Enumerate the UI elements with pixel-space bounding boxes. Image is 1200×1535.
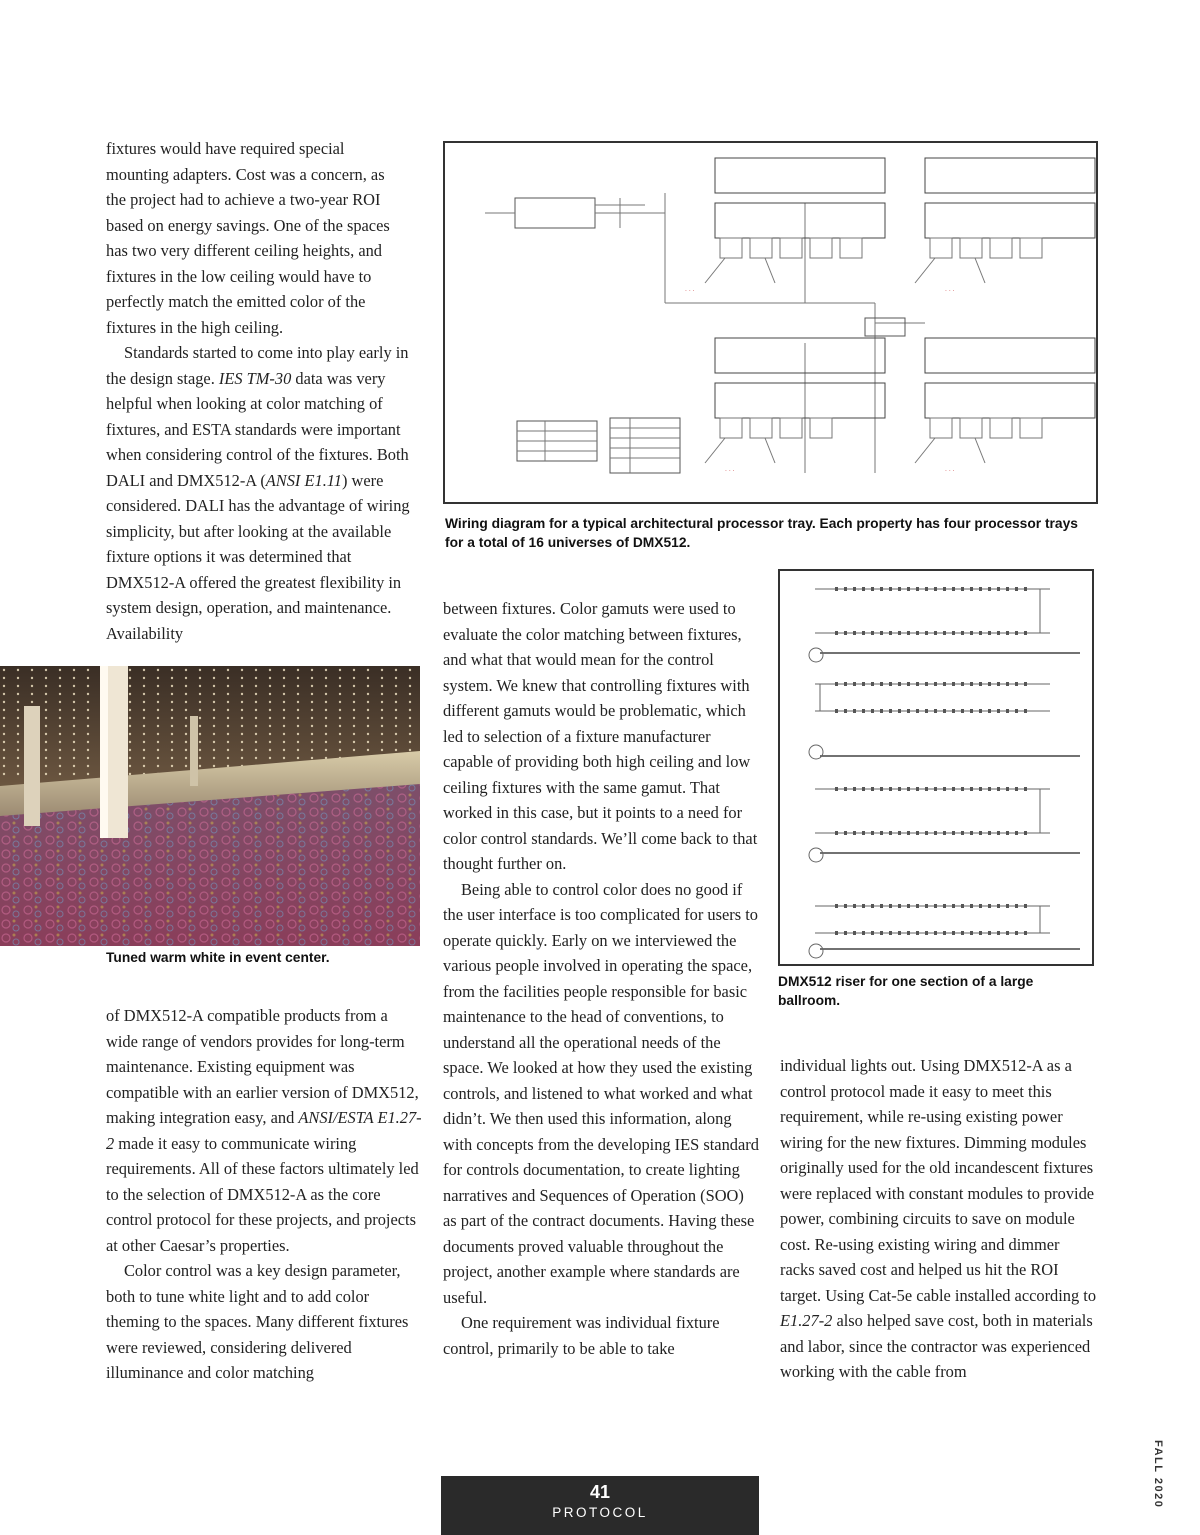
riser-caption: DMX512 riser for one section of a large ballroom. [778,974,1034,1008]
standard-reference: ANSI/ESTA E1.27-2 [106,1108,422,1153]
issue-label [1150,1440,1170,1510]
column1-bottom [106,1003,422,1386]
paragraph: Standards started to come into play early in the design stage. IES TM-30 data was very helpful when looking at color matching of fixtures, and ESTA standards were important when considering control of the fixtures. Both DALI and DMX512-A (ANSI E1.11) were considered. DALI has the advantage of wiring simplicity, but after looking at the available fixture options it was determined that DMX512-A offered the greatest flexibility in system design, operation, and maintenance. Availability [106,343,410,643]
issue-text: FALL 2020 [1152,1440,1164,1509]
photo-caption: Tuned warm white in event center. [106,950,330,965]
standard-reference: E1.27-2 [780,1311,833,1330]
column3 [780,1053,1098,1385]
paragraph: between fixtures. Color gamuts were used to evaluate the color matching between fixtures, and what that would mean for the control system. We knew that controlling fixtures with different gamuts would be problematic, which led to selection of a fixture manufacturer capable of providing both high ceiling and low ceiling fixtures with the same gamut. That worked in this case, but it points to a need for color control standards. We’ll come back to that thought further on. [443,599,758,873]
paragraph: of DMX512-A compatible products from a wide range of vendors provides for long-term maintenance. Existing equipment was compatible with an earlier version of DMX512, making integration easy, and ANSI/ESTA E1.27-2 made it easy to communicate wiring requirements. All of these factors ultimately led to the selection of DMX512-A as the core control protocol for these projects, and projects at other Caesar’s properties. [106,1006,422,1255]
paragraph: One requirement was individual fixture control, primarily to be able to take [443,1313,720,1358]
page-number: 41 [589,1482,611,1502]
event-center-photo [0,666,420,946]
paragraph: Being able to control color does no good if the user interface is too complicated for users to operate quickly. Early on we interviewed the various people involved in operating the space, from the facilities people responsible for basic maintenance to the head of conventions, to understand all the operational needs of the space. We looked at how they used the existing controls, and listened to what worked and what didn’t. We then used this information, along with concepts from the developing IES standard for controls documentation, to create lighting narratives and Sequences of Operation (SOO) as part of the contract documents. Having these documents proved valuable throughout the project, another example where standards are useful. [443,879,759,1307]
paragraph: individual lights out. Using DMX512-A as a control protocol made it easy to meet this requirement, while re-using existing power wiring for the new fixtures. Dimming modules originally used for the old incandescent fixtures were replaced with constant modules to provide power, combining circuits to save on module cost. Re-using existing wiring and dimmer racks saved cost and helped us hit the ROI target. Using Cat-5e cable installed according to E1.27-2 also helped save cost, both in materials and labor, since the contractor was experienced working with the cable from [780,1056,1097,1381]
page-footer [441,1476,759,1535]
wiring-diagram-caption: Wiring diagram for a typical architectural processor tray. Each property has four processor trays for a total of 16 universes of DMX512. [445,516,1078,550]
paragraph: Color control was a key design parameter, both to tune white light and to add color theming to the spaces. Many different fixtures were reviewed, considering delivered illuminance and color matching [106,1261,409,1382]
column1-top [106,136,422,646]
svg-text:· · ·: · · · [725,468,735,475]
dmx-riser-diagram [778,569,1094,966]
column2 [443,596,761,1361]
svg-text:· · ·: · · · [685,288,695,295]
standard-reference: IES TM-30 [218,368,292,388]
paragraph: fixtures would have required special mounting adapters. Cost was a concern, as the project had to achieve a two-year ROI based on energy savings. One of the spaces has two very different ceiling heights, and fixtures in the low ceiling would have to perfectly match the emitted color of the fixtures in the high ceiling. [106,139,390,337]
wiring-diagram [443,141,1098,504]
svg-text:· · ·: · · · [945,468,955,475]
svg-text:· · ·: · · · [945,288,955,295]
standard-reference: ANSI E1.11 [265,470,342,490]
magazine-name: PROTOCOL [552,1505,648,1520]
